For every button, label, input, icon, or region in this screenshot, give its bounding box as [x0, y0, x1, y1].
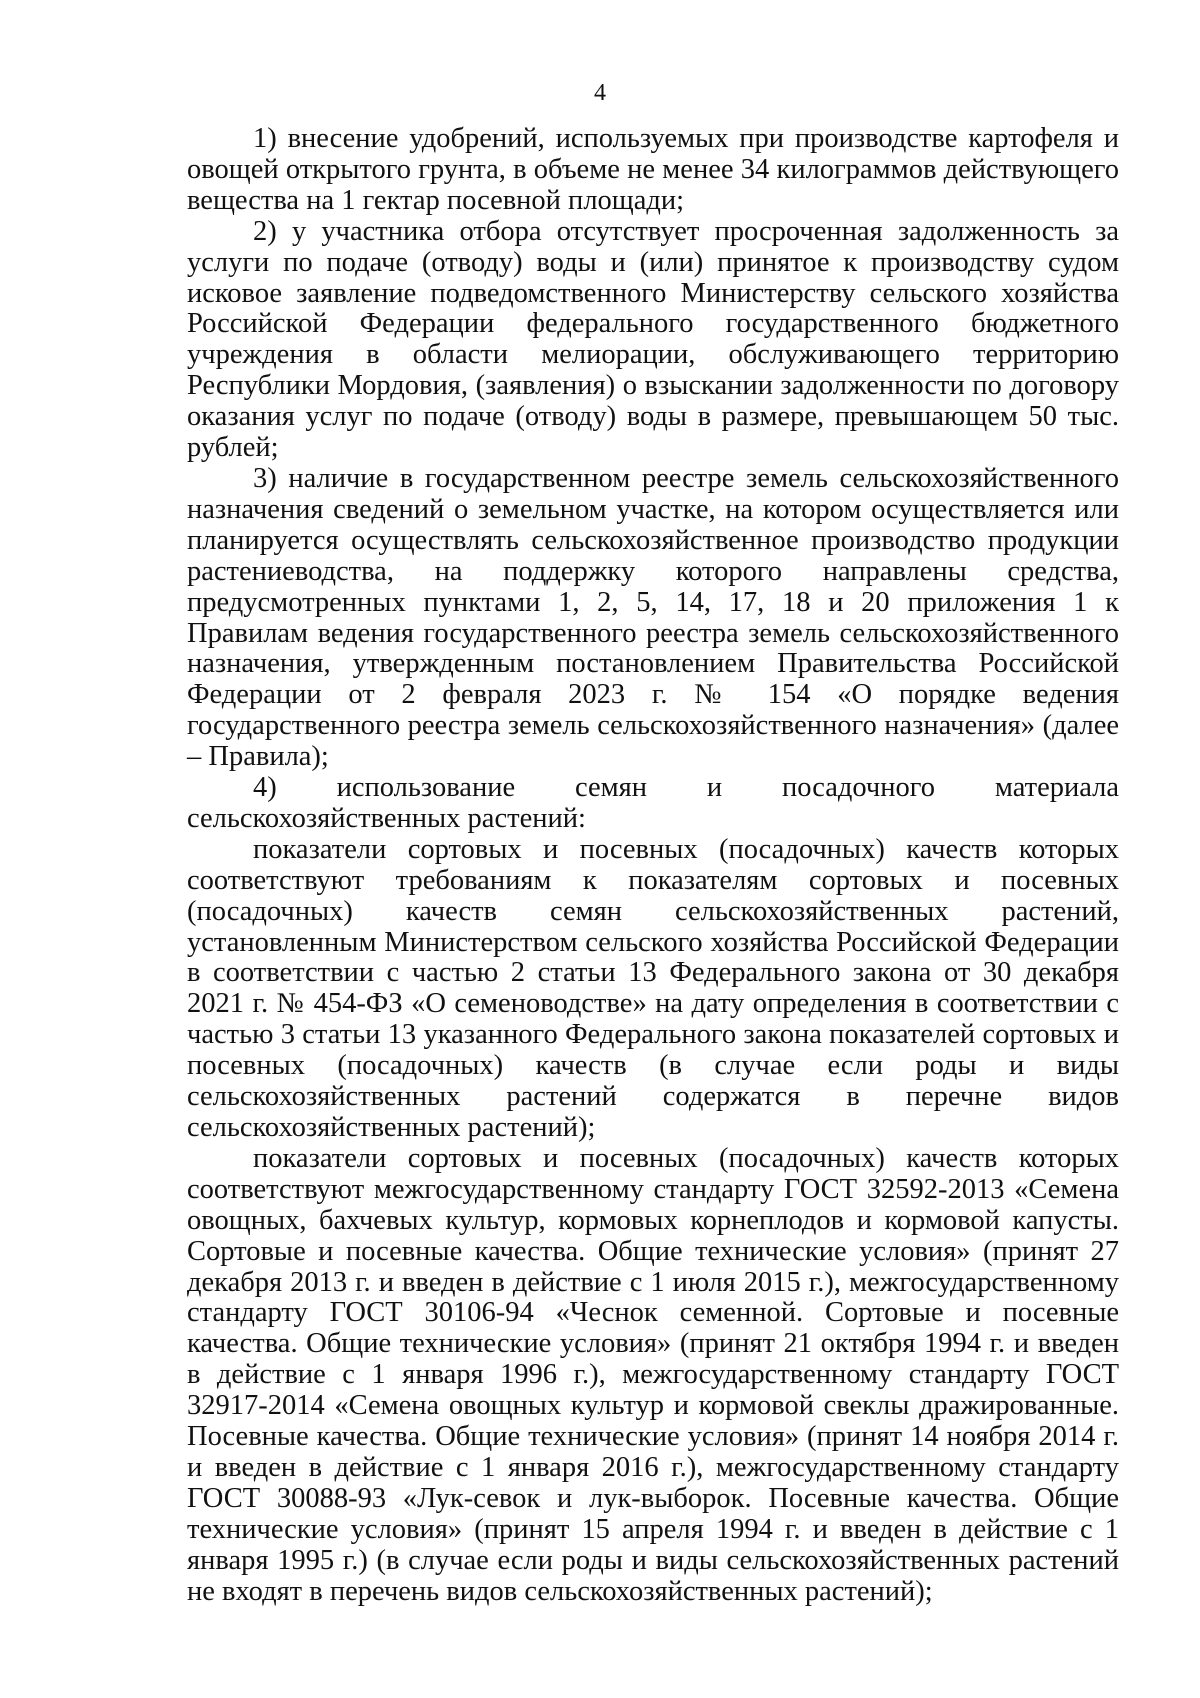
paragraph-item-1: 1) внесение удобрений, используемых при производстве картофеля и овощей открытого грунта, в объеме не менее 34 килограммов действующего вещества на 1 гектар посевной площади;	[187, 123, 1119, 216]
paragraph-subitem-1: показатели сортовых и посевных (посадочных) качеств которых соответствуют требованиям к показателям сортовых и посевных (посадочных) качеств семян сельскохозяйственных растений, установленным Министерством сельского хозяйства Российской Федерации в соответствии с частью 2 статьи 13 Федерального закона от 30 декабря 2021 г. № 454-ФЗ «О семеноводстве» на дату определения в соответствии с частью 3 статьи 13 указанного Федерального закона показателей сортовых и посевных (посадочных) качеств (в случае если роды и виды сельскохозяйственных растений содержатся в перечне видов сельскохозяйственных растений);	[187, 833, 1119, 1143]
page-number: 4	[594, 80, 606, 106]
paragraph-subitem-2: показатели сортовых и посевных (посадочных) качеств которых соответствуют межгосударственному стандарту ГОСТ 32592-2013 «Семена овощных, бахчевых культур, кормовых корнеплодов и кормовой капусты. Сортовые и посевные качества. Общие технические условия» (принят 27 декабря 2013 г. и введен в действие с 1 июля 2015 г.), межгосударственному стандарту ГОСТ 30106-94 «Чеснок семенной. Сортовые и посевные качества. Общие технические условия» (принят 21 октября 1994 г. и введен в действие с 1 января 1996 г.), межгосударственному стандарту ГОСТ 32917-2014 «Семена овощных культур и кормовой свеклы дражированные. Посевные качества. Общие технические условия» (принят 14 ноября 2014 г. и введен в действие с 1 января 2016 г.), межгосударственному стандарту ГОСТ 30088-93 «Лук-севок и лук-выборок. Посевные качества. Общие технические условия» (принят 15 апреля 1994 г. и введен в действие с 1 января 1995 г.) (в случае если роды и виды сельскохозяйственных растений не входят в перечень видов сельскохозяйственных растений);	[187, 1142, 1119, 1607]
paragraph-item-2: 2) у участника отбора отсутствует просроченная задолженность за услуги по подаче (отводу) воды и (или) принятое к производству судом исковое заявление подведомственного Министерству сельского хозяйства Российской Федерации федерального государственного бюджетного учреждения в области мелиорации, обслуживающего территорию Республики Мордовия, (заявления) о взыскании задолженности по договору оказания услуг по подаче (отводу) воды в размере, превышающем 50 тыс. рублей;	[187, 215, 1119, 464]
paragraph-item-4: 4) использование семян и посадочного материала сельскохозяйственных растений:	[187, 772, 1119, 834]
document-body	[187, 124, 1119, 1608]
paragraph-item-3: 3) наличие в государственном реестре земель сельскохозяйственного назначения сведений о земельном участке, на котором осуществляется или планируется осуществлять сельскохозяйственное производство продукции растениеводства, на поддержку которого направлены средства, предусмотренных пунктами 1, 2, 5, 14, 17, 18 и 20 приложения 1 к Правилам ведения государственного реестра земель сельскохозяйственного назначения, утвержденным постановлением Правительства Российской Федерации от 2 февраля 2023 г. № 154 «О порядке ведения государственного реестра земель сельскохозяйственного назначения» (далее – Правила);	[187, 462, 1119, 773]
